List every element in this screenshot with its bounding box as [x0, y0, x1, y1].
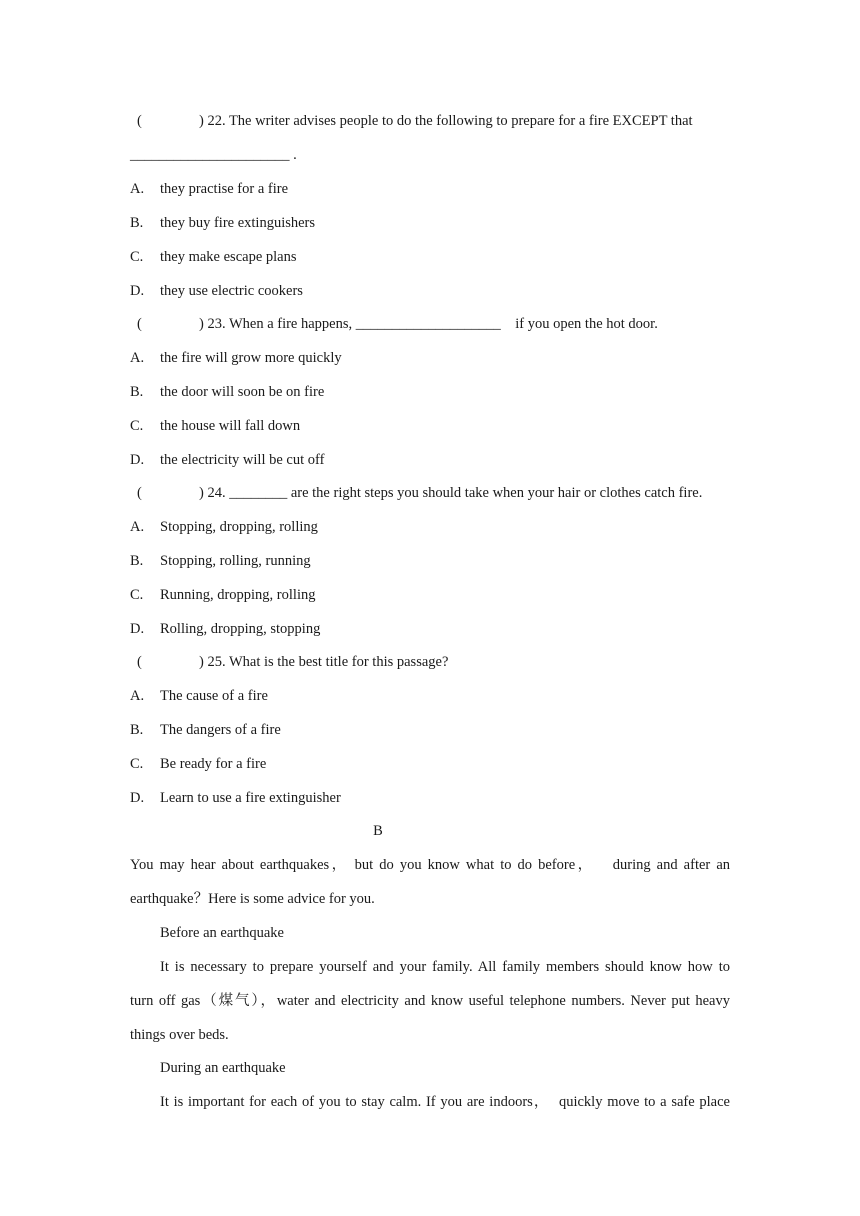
answer-paren: (: [137, 654, 142, 670]
option-text: Stopping, dropping, rolling: [160, 519, 318, 535]
question-22-stem: [137, 111, 737, 131]
option-letter: C.: [130, 418, 144, 434]
question-text: ) 23. When a fire happens, ____________________ if you open the hot door.: [199, 316, 658, 332]
option-letter: C.: [130, 249, 144, 265]
passage-before-line-3: things over beds.: [130, 1027, 229, 1043]
passage-during-line-1: It is important for each of you to stay calm. If you are indoors， quickly move to a safe place: [160, 1094, 730, 1110]
question-23-option-c: [130, 416, 730, 436]
option-letter: B.: [130, 384, 144, 400]
option-letter: A.: [130, 181, 145, 197]
option-text: Be ready for a fire: [160, 756, 267, 772]
option-text: they buy fire extinguishers: [160, 215, 316, 231]
option-text: The dangers of a fire: [160, 722, 281, 738]
question-25-option-b: [130, 720, 730, 740]
question-24-stem: [137, 483, 737, 503]
option-text: Running, dropping, rolling: [160, 587, 316, 603]
option-letter: A.: [130, 519, 145, 535]
option-letter: A.: [130, 688, 145, 704]
option-letter: C.: [130, 587, 144, 603]
option-text: the door will soon be on fire: [160, 384, 325, 400]
question-text: ) 24. ________ are the right steps you should take when your hair or clothes catch fire.: [199, 485, 703, 501]
question-24-option-b: [130, 551, 730, 571]
option-text: they use electric cookers: [160, 283, 303, 299]
question-24-option-d: [130, 619, 730, 639]
option-letter: D.: [130, 283, 145, 299]
question-25-stem: [137, 652, 737, 672]
answer-paren: (: [137, 316, 142, 332]
option-letter: D.: [130, 790, 145, 806]
answer-paren: (: [137, 485, 142, 501]
option-text: they make escape plans: [160, 249, 297, 265]
question-22-option-c: [130, 247, 730, 267]
heading-during-earthquake: During an earthquake: [160, 1060, 286, 1076]
question-24-option-c: [130, 585, 730, 605]
option-text: the fire will grow more quickly: [160, 350, 342, 366]
option-letter: D.: [130, 452, 145, 468]
question-23-option-a: [130, 348, 730, 368]
passage-intro-line-2: earthquake？Here is some advice for you.: [130, 891, 375, 907]
heading-before-earthquake: Before an earthquake: [160, 925, 284, 941]
section-label: B: [373, 823, 383, 839]
option-letter: B.: [130, 553, 144, 569]
question-text: ) 25. What is the best title for this passage?: [199, 654, 449, 670]
question-22-option-a: [130, 179, 730, 199]
answer-paren: (: [137, 113, 142, 129]
option-letter: D.: [130, 621, 145, 637]
option-letter: A.: [130, 350, 145, 366]
question-25-option-a: [130, 686, 730, 706]
option-letter: B.: [130, 215, 144, 231]
question-22-option-b: [130, 213, 730, 233]
question-22-option-d: [130, 281, 730, 301]
option-letter: B.: [130, 722, 144, 738]
option-text: the electricity will be cut off: [160, 452, 325, 468]
question-25-option-c: [130, 754, 730, 774]
passage-intro-line-1: You may hear about earthquakes， but do you know what to do before， during and after an: [130, 857, 730, 873]
question-25-option-d: [130, 788, 730, 808]
question-23-option-d: [130, 450, 730, 470]
question-23-stem: [137, 314, 737, 334]
question-22-blank: ______________________ .: [130, 147, 297, 163]
option-text: Stopping, rolling, running: [160, 553, 311, 569]
option-text: the house will fall down: [160, 418, 301, 434]
passage-before-line-1: It is necessary to prepare yourself and your family. All family members should know how to: [160, 959, 730, 975]
option-text: they practise for a fire: [160, 181, 289, 197]
option-text: Rolling, dropping, stopping: [160, 621, 321, 637]
option-letter: C.: [130, 756, 144, 772]
question-text: ) 22. The writer advises people to do the following to prepare for a fire EXCEPT that: [199, 113, 693, 129]
passage-before-line-2: turn off gas（煤气），water and electricity and know useful telephone numbers. Never put heavy: [130, 993, 730, 1009]
option-text: Learn to use a fire extinguisher: [160, 790, 341, 806]
option-text: The cause of a fire: [160, 688, 268, 704]
question-23-option-b: [130, 382, 730, 402]
question-24-option-a: [130, 517, 730, 537]
